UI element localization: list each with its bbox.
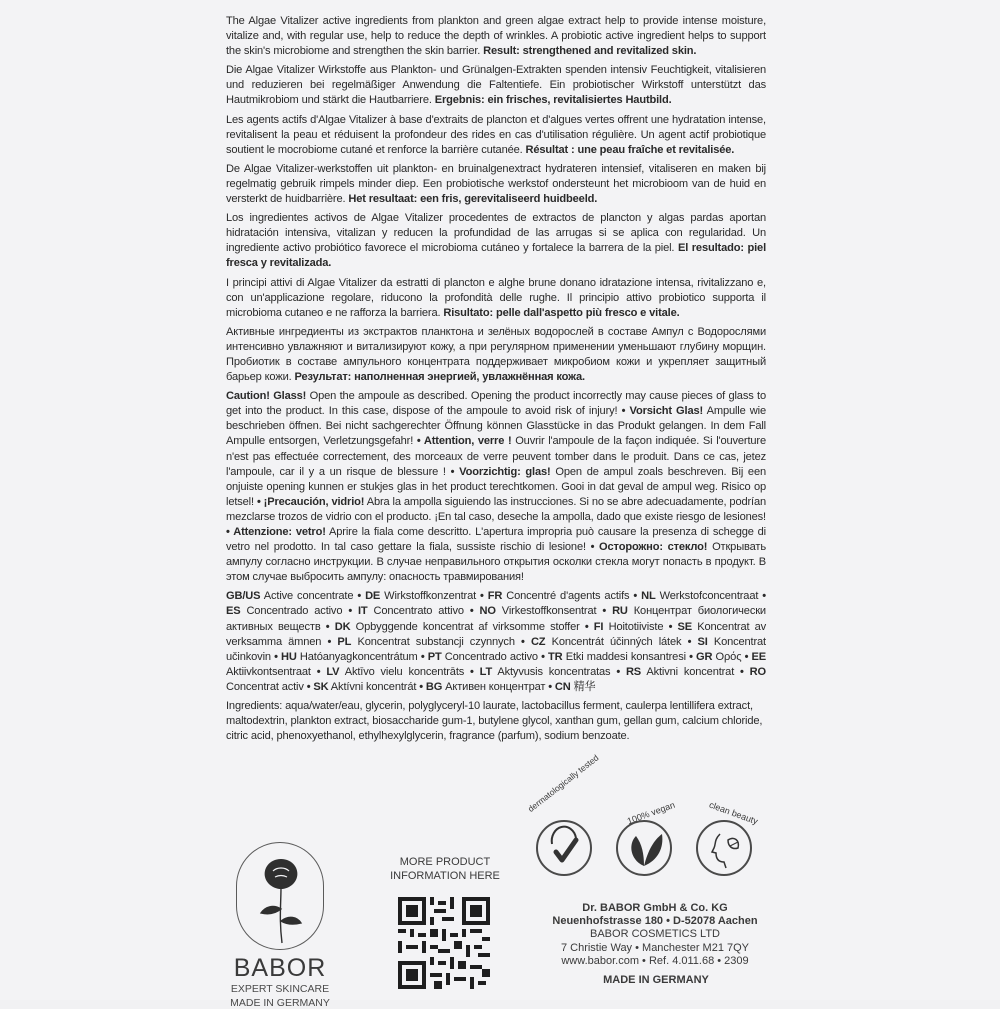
uk-company-name: BABOR COSMETICS LTD [590,928,720,941]
qr-code-icon[interactable] [398,897,490,989]
qr-caption: MORE PRODUCT INFORMATION HERE [390,856,500,882]
description-es: Los ingredientes activos de Algae Vitalizer procedentes de extractos de plancton y algas pardas aportan hidratación intensiva, vitalizan y reducen la profundidad de las arrugas si se aplica con regularidad. Un ingrediente activo probiótico favorece el microbioma cutáneo y fortalece la barrera de la piel. El resultado: piel fresca y revitalizada. [226,212,766,270]
company-name: Dr. BABOR GmbH & Co. KG [582,902,728,914]
logo-badge [236,842,324,950]
badge-dermatologically-tested: dermatologically tested [526,806,602,882]
product-description [226,14,766,748]
description-de: Die Algae Vitalizer Wirkstoffe aus Plankton- und Grünalgen-Extrakten spenden intensiv Feuchtigkeit, vitalisieren und reduzieren bei regelmäßiger Anwendung die Faltentiefe. Ein probiotischer Wirkstoff unterstützt das Hautmikrobiom und stärkt die Hautbarriere. Ergebnis: ein frisches, revitalisiertes Hautbild. [226,64,766,107]
badge-clean-beauty: clean beauty [686,806,762,882]
website-reference[interactable]: www.babor.com • Ref. 4.011.68 • 2309 [561,954,749,967]
badge-vegan: 100% vegan [606,806,682,882]
manufacturer-address [540,902,770,968]
description-nl: De Algae Vitalizer-werkstoffen uit plankton- en bruinalgenextract hydrateren intensief, vitaliseren en maken bij regelmatig gebruik rimpels minder diep. Een probiotische werkstof ondersteunt het microbioom van de huid en versterkt de huidbarrière. Het resultaat: een fris, gerevitaliseerd huidbeeld. [226,162,766,206]
certification-badges [525,752,766,896]
qr-block [390,855,500,883]
made-in-germany: MADE IN GERMANY [603,974,709,986]
description-ru: Активные ингредиенты из экстрактов планктона и зелёных водорослей в составе Ампул с Водорослями интенсивно увлажняют и витализируют кожу, а при регулярном применении уменьшают глубину морщин. Пробиотик в составе ампульного концентрата поддерживает микробиом кожи и укрепляет защитный барьер кожи. Результат: наполненная энергией, увлажнённая кожа. [226,325,766,384]
rose-icon [251,849,311,945]
ingredients-list: Ingredients: aqua/water/eau, glycerin, polyglyceryl-10 laurate, lactobacillus ferment, caulerpa lentillifera extract, maltodextrin, plankton extract, biosaccharide gum-1, butylene glycol, xanthan gum, gellan gum, calcium chloride, citric acid, phenoxyethanol, ethylhexylglycerin, fragrance (parfum), sodium benzoate. [226,700,763,743]
brand-name: BABOR [233,954,327,982]
description-fr: Les agents actifs d'Algae Vitalizer à base d'extraits de plancton et d'algues vertes offrent une hydratation intense, revitalisent la peau et réduisent la profondeur des rides en cas d'utilisation régulière. Un agent actif probiotique soutient le mocrobiome cutané et renforce la barrière cutanée. Résultat : une peau fraîche et revitalisée. [226,113,766,156]
checkmark-icon [526,806,602,882]
description-it: I principi attivi di Algae Vitalizer da estratti di plancton e alghe brune donano idratazione intensa, rivitalizzano e, con un'applicazione regolare, riducono la profondità delle rughe. Il principio attivo probiotico supporta il microbioma cutaneo e ne rafforza la barriera. Risultato: pelle dall'aspetto più fresco e vitale. [226,276,766,319]
description-en: The Algae Vitalizer active ingredients from plankton and green algae extract help to provide intense moisture, vitalize and, with regular use, help to reduce the depth of wrinkles. A probiotic active ingredient helps to support the skin's microbiome and strengthen the skin barrier. Result: strengthened and revitalized skin. [226,15,766,58]
company-street: Neuenhofstrasse 180 • D-52078 Aachen [552,915,758,928]
concentrate-translations: GB/US Active concentrate • DE Wirkstoffkonzentrat • FR Concentré d'agents actifs • NL Werkstofconcentraat • ES Concentrado activo • IT Concentrato attivo • NO Virkestoffkonsentrat • RU Концентрат биологически активных веществ • DK Opbyggende koncentrat af virksomme stoffer • FI Hoitotiiviste • SE Koncentrat av verksamma ämnen • PL Koncentrat substancji czynnych • CZ Koncentrát účinných látek • SI Koncentrat učinkovin • HU Hatóanyagkoncentrátum • PT Concentrado activo • TR Etki maddesi konsantresi • GR Ορός • EE Aktiivkontsentraat • LV Aktīvo vielu koncentrāts • LT Aktyvusis koncentratas • RS Aktivni koncentrat • RO Concentrat activ • SK Aktívni koncentrát • BG Активен концентрат • CN 精华 [226,590,767,693]
uk-company-street: 7 Christie Way • Manchester M21 7QY [560,941,750,954]
caution-warning: Caution! Glass! Open the ampoule as described. Opening the product incorrectly may cause pieces of glass to get into the product. In this case, dispose of the ampoule to avoid risk of injury! • Vorsicht Glas! Ampulle wie beschrieben öffnen. Bei nicht sachgerechter Öffnung können Glasstücke in das Produkt gelangen. In dem Fall Ampulle entsorgen, Verletzungsgefahr! • Attention, verre ! Ouvrir l'ampoule de la façon indiquée. Si l'ouverture n'est pas effectuée correctement, des morceaux de verre peuvent tomber dans le produit. Dans ce cas, jetez l'ampoule, car il y a un risque de blessure ! • Voorzichtig: glas! Open de ampul zoals beschreven. Bij een onjuiste opening kunnen er stukjes glas in het product terechtkomen. Gooi in dat geval de ampul weg. Risico op letsel! • ¡Precaución, vidrio! Abra la ampolla siguiendo las instrucciones. Si no se abre adecuadamente, podrían mezclarse trozos de vidrio con el producto. ¡En tal caso, deseche la ampolla, dado que existe riesgo de lesiones! • Attenzione: vetro! Aprire la fiala come descritto. L'apertura impropria può causare la presenza di schegge di vetro nel prodotto. In tal caso gettare la fiala, sussiste rischio di lesione! • Осторожно: стекло! Открывать ампулу согласно инструкции. В случае неправильного открытия осколки стекла могут попасть в продукт. В этом случае выбросить ампулу: опасность травмирования! [226,390,767,584]
brand-origin: MADE IN GERMANY [230,997,330,1009]
babor-logo [228,842,332,1009]
brand-tagline: EXPERT SKINCARE [230,983,330,995]
